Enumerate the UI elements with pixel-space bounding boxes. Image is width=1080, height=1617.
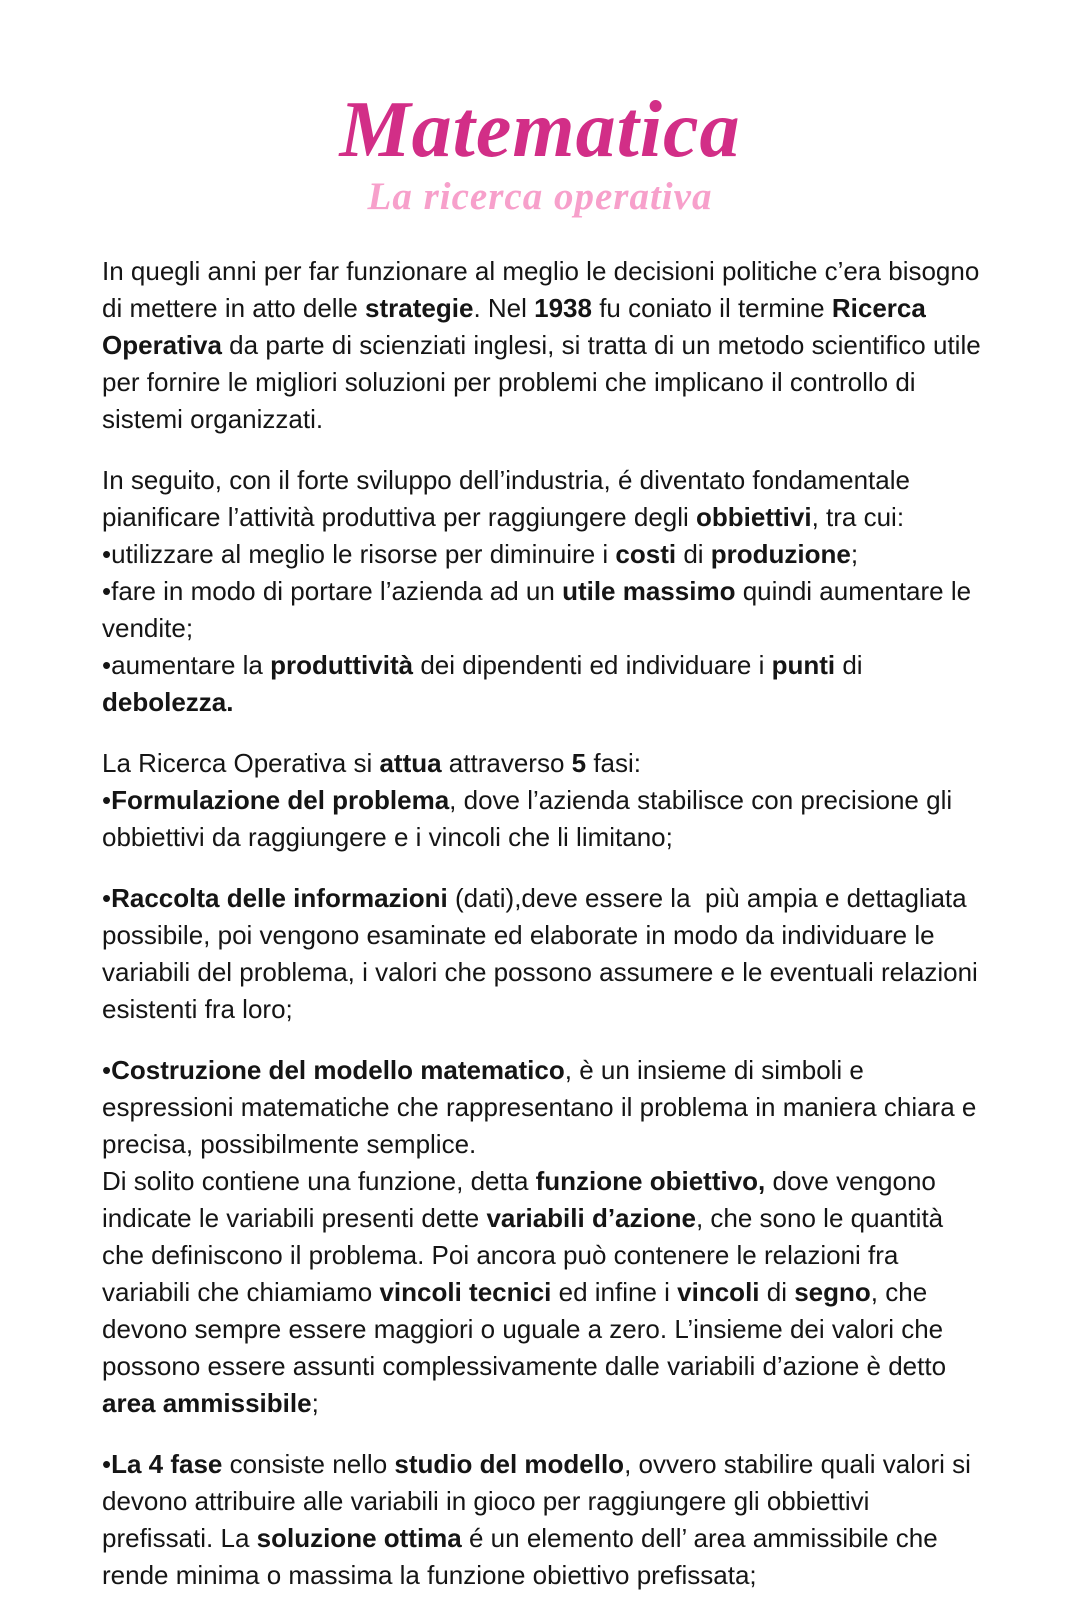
text-run: di	[759, 1276, 795, 1307]
text-run: costi	[615, 538, 677, 569]
text-run: dove vengono indicate le variabili presenti dette	[102, 1165, 936, 1233]
text-run: 1938	[534, 292, 592, 323]
text-run: , ovvero stabilire quali valori si devono attribuire alle variabili in gioco per raggiungere gli obbiettivi prefissati. La	[102, 1448, 971, 1553]
text-run: consiste nello	[222, 1448, 395, 1479]
paragraph	[102, 253, 1040, 438]
text-run: La 4 fase	[111, 1448, 223, 1479]
text-run: soluzione ottima	[256, 1522, 462, 1553]
text-run: , è un insieme di simboli e espressioni matematiche che rappresentano il problema in maniera chiara e precisa, possibilmente semplice. Di solito contiene una funzione, detta	[102, 1054, 977, 1196]
text-run: Raccolta delle informazioni	[111, 882, 448, 913]
text-run: In seguito, con il forte sviluppo dell’industria, é diventato fondamentale pianificare l’attività produttiva per raggiungere degli	[102, 464, 910, 532]
paragraph	[102, 880, 1040, 1028]
text-run: attraverso	[441, 747, 572, 778]
text-run: , tra cui: •utilizzare al meglio le risorse per diminuire i	[102, 501, 905, 569]
text-run: attua	[379, 747, 442, 778]
text-run: strategie	[365, 292, 474, 323]
text-run: •	[102, 1448, 112, 1479]
text-run: (dati),deve essere la più ampia e dettagliata possibile, poi vengono esaminate ed elaborate in modo da individuare le variabili del problema, i valori che possono assumere e le eventuali relazioni esistenti fra loro;	[102, 882, 978, 1024]
text-run: Costruzione del modello matematico	[111, 1054, 565, 1085]
text-run: •	[102, 1054, 112, 1085]
text-run: ;	[311, 1387, 319, 1418]
text-run: studio del modello	[394, 1448, 625, 1479]
text-run: fasi: •	[102, 747, 642, 815]
paragraph	[102, 462, 1040, 721]
text-run: . Nel	[473, 292, 535, 323]
text-run: Ricerca Operativa	[102, 292, 926, 360]
text-run: da parte di scienziati inglesi, si tratta di un metodo scientifico utile per fornire le migliori soluzioni per problemi che implicano il controllo di sistemi organizzati.	[102, 329, 981, 434]
paragraph	[102, 1052, 1040, 1422]
text-run: quindi aumentare le vendite; •aumentare la	[102, 575, 972, 680]
text-run: é un elemento dell’ area ammissibile che rende minima o massima la funzione obiettivo prefissata;	[102, 1522, 938, 1590]
text-run: debolezza.	[102, 686, 234, 717]
text-run: dei dipendenti ed individuare i	[413, 649, 772, 680]
text-run: , dove l’azienda stabilisce con precisione gli obbiettivi da raggiungere e i vincoli che li limitano;	[102, 784, 953, 852]
document-page	[0, 86, 1080, 1617]
text-run: funzione obiettivo,	[535, 1165, 766, 1196]
text-run: , che devono sempre essere maggiori o uguale a zero. L’insieme dei valori che possono essere assunti complessivamente dalle variabili d’azione è detto	[102, 1276, 947, 1381]
text-run: vincoli	[677, 1276, 760, 1307]
text-run: 5	[571, 747, 587, 778]
text-run: La Ricerca Operativa si	[102, 747, 380, 778]
document-body	[102, 253, 1040, 1594]
text-run: obbiettivi	[696, 501, 812, 532]
text-run: In quegli anni per far funzionare al meglio le decisioni politiche c’era bisogno di mettere in atto delle	[102, 255, 980, 323]
text-run: •	[102, 882, 112, 913]
page-subtitle: La ricerca operativa	[367, 175, 713, 218]
text-run: , che sono le quantità che definiscono il problema. Poi ancora può contenere le relazioni fra variabili che chiamiamo	[102, 1202, 944, 1307]
text-run: area ammissibile	[102, 1387, 312, 1418]
text-run: ; •fare in modo di portare l’azienda ad un	[102, 538, 859, 606]
text-run: ed infine i	[551, 1276, 678, 1307]
text-run: fu coniato il termine	[591, 292, 832, 323]
page-title: Matematica	[339, 86, 741, 174]
text-run: produttività	[270, 649, 414, 680]
paragraph	[102, 745, 1040, 856]
text-run: vincoli tecnici	[379, 1276, 552, 1307]
text-run: Formulazione del problema	[111, 784, 450, 815]
text-run: variabili d’azione	[486, 1202, 696, 1233]
paragraph	[102, 1446, 1040, 1594]
text-run: produzione	[710, 538, 851, 569]
text-run: punti	[771, 649, 836, 680]
text-run: di	[676, 538, 711, 569]
text-run: utile massimo	[562, 575, 736, 606]
text-run: segno	[794, 1276, 871, 1307]
text-run: di	[842, 649, 863, 680]
